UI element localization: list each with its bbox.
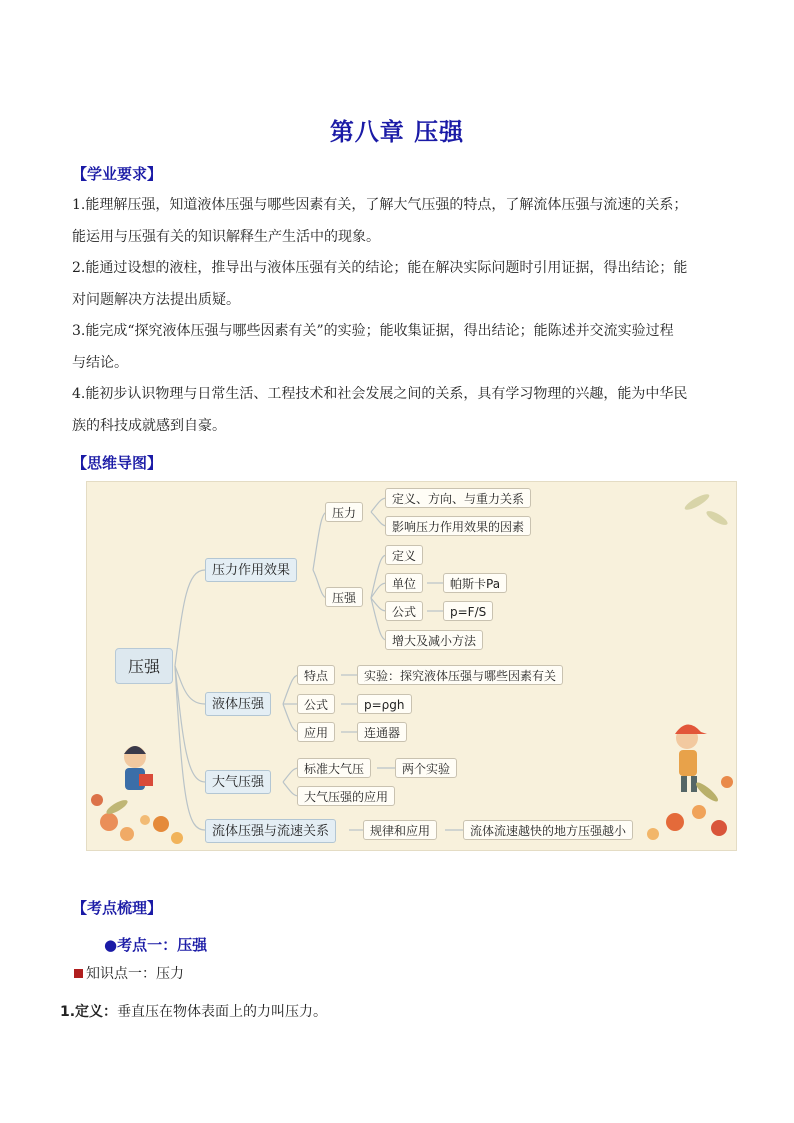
child-with-cap-illustration xyxy=(675,724,707,792)
node-liquid-pressure: 液体压强 xyxy=(205,692,271,716)
req-line: 3.能完成“探究液体压强与哪些因素有关”的实验；能收集证据，得出结论；能陈述并交流实验过程 xyxy=(72,323,674,339)
node-yali-def: 定义、方向、与重力关系 xyxy=(385,488,531,508)
node-yali: 压力 xyxy=(325,502,363,522)
node-yaqiang-methods: 增大及减小方法 xyxy=(385,630,483,650)
node-yaqiang: 压强 xyxy=(325,587,363,607)
flower-decoration-left xyxy=(91,794,150,841)
node-liquid-experiment: 实验：探究液体压强与哪些因素有关 xyxy=(357,665,563,685)
requirements-text xyxy=(72,190,728,442)
flower-decoration-right xyxy=(647,492,733,840)
mind-map xyxy=(86,481,737,851)
requirements-heading: 【学业要求】 xyxy=(72,165,163,183)
knowledge-point-label: 知识点一：压力 xyxy=(86,966,184,982)
node-connected-vessel: 连通器 xyxy=(357,722,407,742)
req-line: 对问题解决方法提出质疑。 xyxy=(72,291,240,308)
mindmap-root: 压强 xyxy=(115,648,173,684)
node-fluid-rule: 规律和应用 xyxy=(363,820,437,840)
node-standard-atm: 标准大气压 xyxy=(297,758,371,778)
red-square-icon xyxy=(74,969,83,978)
definition-label: 1.定义： xyxy=(60,1004,118,1020)
node-liquid-formula: 公式 xyxy=(297,694,335,714)
req-line: 4.能初步认识物理与日常生活、工程技术和社会发展之间的关系，具有学习物理的兴趣，能为中华民 xyxy=(72,386,688,402)
req-line: 能运用与压强有关的知识解释生产生活中的现象。 xyxy=(72,228,380,245)
req-line: 2.能通过设想的液柱，推导出与液体压强有关的结论；能在解决实际问题时引用证据，得出结论；能 xyxy=(72,260,688,276)
node-yali-factors: 影响压力作用效果的因素 xyxy=(385,516,531,536)
mindmap-heading: 【思维导图】 xyxy=(72,454,163,472)
node-atm-application: 大气压强的应用 xyxy=(297,786,395,806)
node-liquid-formula-value: p=ρgh xyxy=(357,694,412,714)
definition-text: 垂直压在物体表面上的力叫压力。 xyxy=(117,1004,328,1020)
node-liquid-feature: 特点 xyxy=(297,665,335,685)
page-title: 第八章 压强 xyxy=(329,118,465,146)
req-line: 1.能理解压强，知道液体压强与哪些因素有关，了解大气压强的特点，了解流体压强与流速的关系； xyxy=(72,197,688,213)
node-formula-value: p=F/S xyxy=(443,601,493,621)
knowledge-point-1 xyxy=(74,963,184,983)
node-fluid-pressure: 流体压强与流速关系 xyxy=(205,819,336,843)
node-atmospheric-pressure: 大气压强 xyxy=(205,770,271,794)
node-yaqiang-unit: 单位 xyxy=(385,573,423,593)
kaodian-heading: 【考点梳理】 xyxy=(72,899,163,917)
child-reading-illustration xyxy=(124,746,183,844)
req-line: 族的科技成就感到自豪。 xyxy=(72,417,226,434)
kaodian-point-1: ●考点一：压强 xyxy=(104,936,208,954)
node-two-experiments: 两个实验 xyxy=(395,758,457,778)
node-unit-value: 帕斯卡Pa xyxy=(443,573,507,593)
node-pressure-effect: 压力作用效果 xyxy=(205,558,297,582)
node-fluid-conclusion: 流体流速越快的地方压强越小 xyxy=(463,820,633,840)
definition-line xyxy=(60,1001,327,1021)
node-yaqiang-def: 定义 xyxy=(385,545,423,565)
node-yaqiang-formula: 公式 xyxy=(385,601,423,621)
req-line: 与结论。 xyxy=(72,354,128,371)
node-liquid-application: 应用 xyxy=(297,722,335,742)
